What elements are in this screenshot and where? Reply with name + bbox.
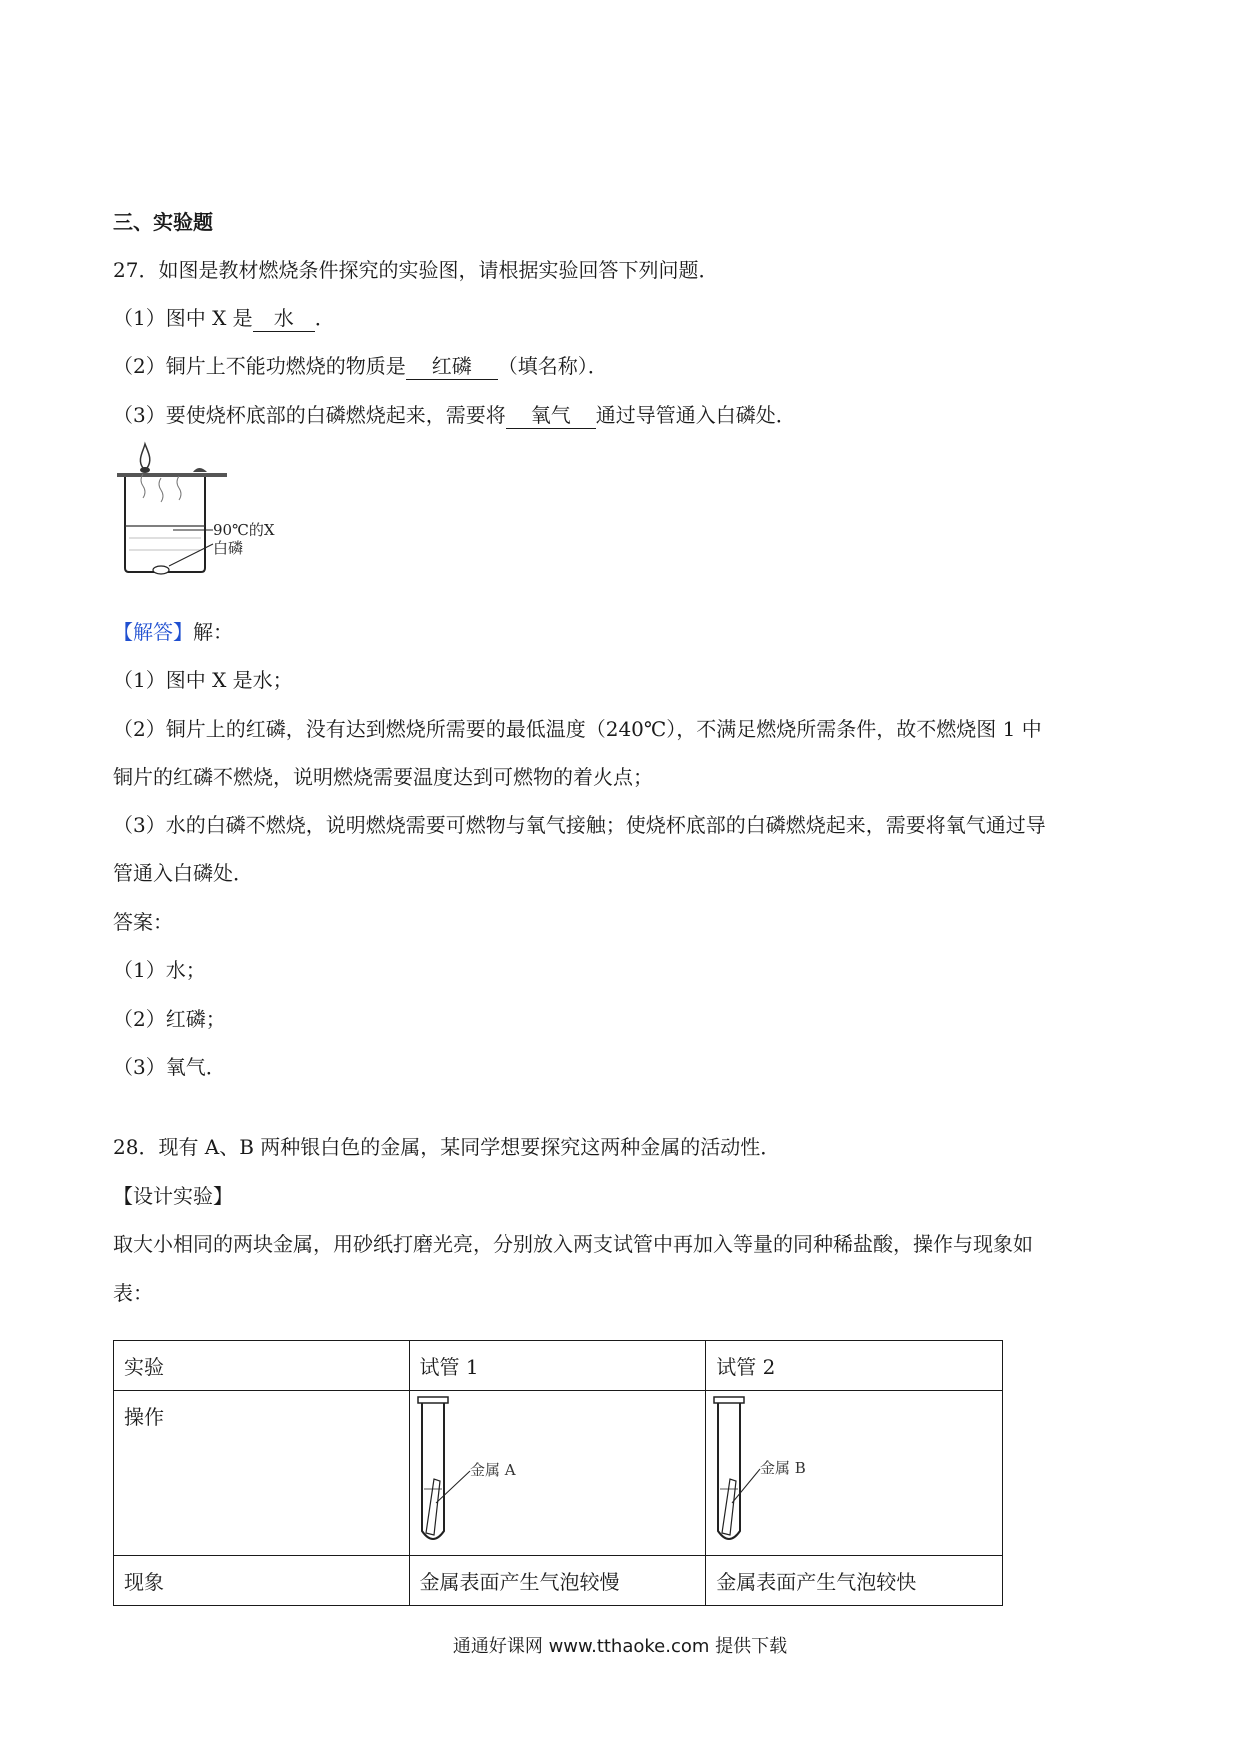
page-footer: 通通好课网 www.tthaoke.com 提供下载 <box>452 1636 788 1657</box>
answer-1: （1）水； <box>113 958 206 982</box>
answer-title: 答案： <box>113 910 173 934</box>
flame-icon <box>140 444 149 468</box>
test-tube-icon <box>718 1403 740 1539</box>
phenomenon-tube1: 金属表面产生气泡较慢 <box>409 1556 706 1606</box>
q27-sub1 <box>113 303 335 333</box>
solution-line-3a: （3）水的白磷不燃烧，说明燃烧需要可燃物与氧气接触；使烧杯底部的白磷燃烧起来，需要将氧气通过导 <box>113 813 1046 837</box>
q28-desc-a: 取大小相同的两块金属，用砂纸打磨光亮，分别放入两支试管中再加入等量的同种稀盐酸，操作与现象如 <box>113 1232 1033 1256</box>
q28-desc-b: 表： <box>113 1281 153 1305</box>
table-header-row <box>114 1341 1003 1391</box>
solution-tag: 【解答】 <box>113 620 193 644</box>
q27-sub2-post: （填名称）． <box>497 354 608 378</box>
phenomenon-tube2: 金属表面产生气泡较快 <box>706 1556 1003 1606</box>
tube2-cell <box>706 1391 1003 1556</box>
q27-stem: 27．如图是教材燃烧条件探究的实验图，请根据实验回答下列问题． <box>113 258 719 282</box>
test-tube-1-figure <box>412 1391 552 1551</box>
q28-design-title: 【设计实验】 <box>113 1184 233 1208</box>
experiment-table <box>113 1340 1003 1606</box>
answer-3: （3）氧气． <box>113 1055 226 1079</box>
solution-line-3b: 管通入白磷处． <box>113 861 253 885</box>
answer-2: （2）红磷； <box>113 1007 226 1031</box>
q27-sub3-answer-blank: 氧气 <box>506 402 596 429</box>
q27-sub2-answer-blank: 红磷 <box>406 353 498 380</box>
label-phosphorus: 白磷 <box>213 539 244 557</box>
metal-strip-icon <box>722 1479 736 1535</box>
white-phosphorus-icon <box>153 566 169 574</box>
copper-plate <box>117 473 227 477</box>
q27-sub3-post: 通过导管通入白磷处． <box>595 403 796 427</box>
solution-line-2a: （2）铜片上的红磷，没有达到燃烧所需要的最低温度（240℃），不满足燃烧所需条件，故不燃烧图 1 中 <box>113 717 1042 741</box>
q27-sub1-post: ． <box>314 306 335 330</box>
table-row-phenomenon <box>114 1556 1003 1606</box>
solution-header <box>113 617 233 647</box>
test-tube-icon <box>422 1403 444 1539</box>
solution-tag-after: 解： <box>193 620 233 644</box>
q27-sub1-text: （1）图中 X 是 <box>113 306 253 330</box>
operation-label: 操作 <box>114 1391 410 1556</box>
solution-line-1: （1）图中 X 是水； <box>113 668 293 692</box>
red-phosphorus-icon <box>193 468 207 472</box>
table-row-operation <box>114 1391 1003 1556</box>
solution-line-2b: 铜片的红磷不燃烧，说明燃烧需要温度达到可燃物的着火点； <box>113 765 653 789</box>
beaker-outline <box>125 477 205 572</box>
q27-sub2-text: （2）铜片上不能功燃烧的物质是 <box>113 354 406 378</box>
test-tube-2-figure <box>708 1391 848 1551</box>
beaker-figure <box>113 440 303 580</box>
tube1-cell <box>409 1391 706 1556</box>
q28-stem: 28．现有 A、B 两种银白色的金属，某同学想要探究这两种金属的活动性． <box>113 1135 781 1159</box>
phenomenon-label: 现象 <box>114 1556 410 1606</box>
q27-sub1-answer-blank: 水 <box>253 305 315 332</box>
phosphorus-on-plate <box>140 467 150 473</box>
q27-sub3-text: （3）要使烧杯底部的白磷燃烧起来，需要将 <box>113 403 506 427</box>
q27-sub3 <box>113 400 796 430</box>
header-cell-experiment: 实验 <box>114 1341 410 1391</box>
header-cell-tube2: 试管 2 <box>706 1341 1003 1391</box>
label-x: 90℃的X <box>213 521 275 539</box>
q27-sub2 <box>113 351 608 381</box>
header-cell-tube1: 试管 1 <box>409 1341 706 1391</box>
section-title: 三、实验题 <box>113 210 213 234</box>
metal-b-label: 金属 B <box>760 1459 807 1477</box>
metal-strip-icon <box>426 1479 440 1535</box>
metal-a-label: 金属 A <box>469 1461 516 1479</box>
